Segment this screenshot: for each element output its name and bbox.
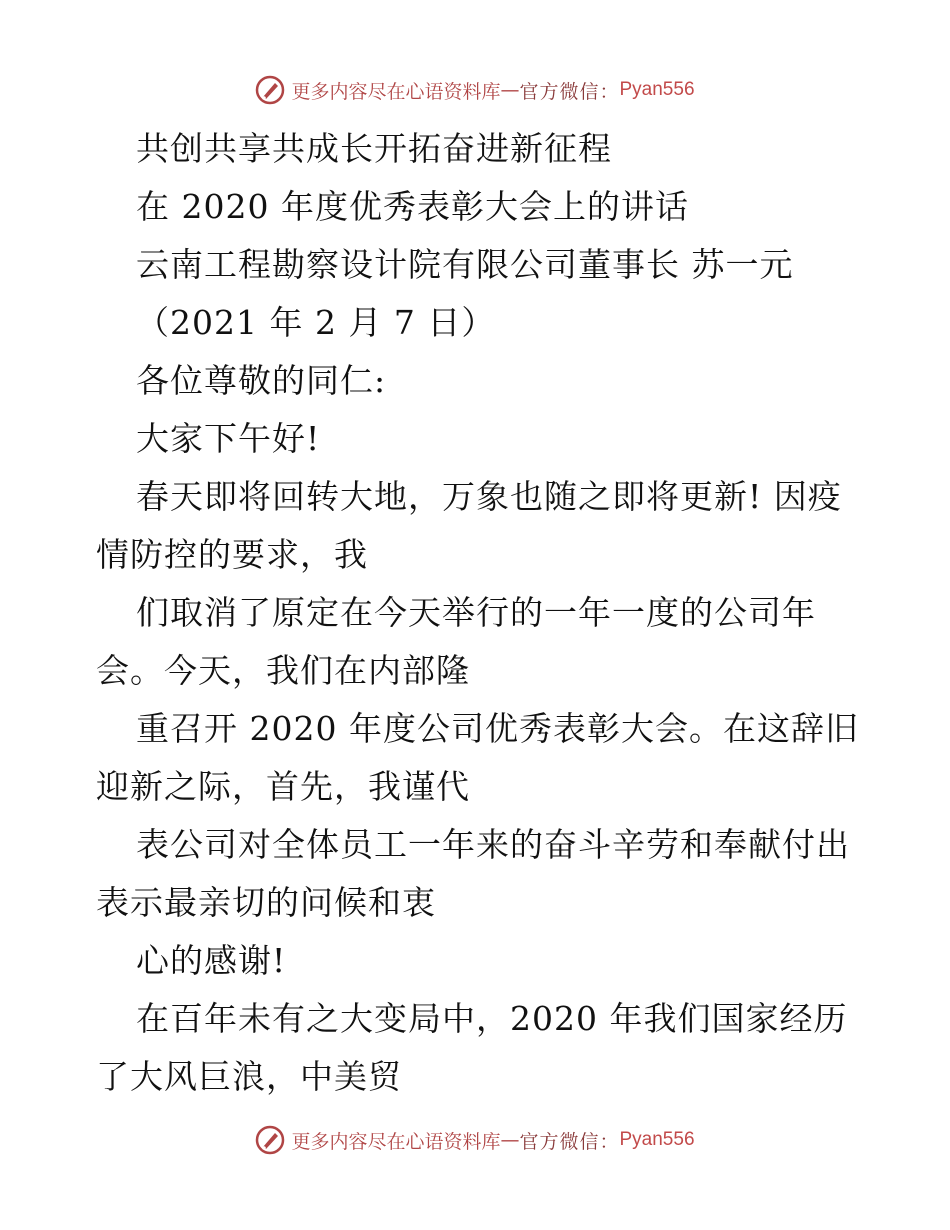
watermark-account: Pyan556 <box>619 1129 695 1150</box>
watermark-label: 官方微信： <box>519 1130 620 1153</box>
pen-logo-icon <box>255 1125 285 1155</box>
watermark-separator: — <box>500 79 520 101</box>
watermark-separator: — <box>500 1129 520 1151</box>
document-line: 各位尊敬的同仁: <box>136 361 387 400</box>
document-line: 情防控的要求，我 <box>96 535 368 574</box>
document-line: 表公司对全体员工一年来的奋斗辛劳和奉献付出 <box>136 825 850 864</box>
document-line: 迎新之际，首先，我谨代 <box>96 767 470 806</box>
document-line: 们取消了原定在今天举行的一年一度的公司年 <box>136 593 816 632</box>
footer-watermark <box>0 1120 950 1160</box>
watermark-site-text: 更多内容尽在心语资料库 <box>291 1130 501 1153</box>
pen-logo-icon <box>255 75 285 105</box>
header-watermark <box>0 70 950 110</box>
document-line: 表示最亲切的问候和衷 <box>96 883 436 922</box>
document-line: 心的感谢! <box>136 941 287 980</box>
document-body <box>96 120 886 1106</box>
watermark-account: Pyan556 <box>619 79 695 100</box>
document-line: （2021 年 2 月 7 日） <box>136 303 496 342</box>
document-line: 共创共享共成长开拓奋进新征程 <box>136 129 612 168</box>
document-line: 了大风巨浪，中美贸 <box>96 1057 402 1096</box>
document-line: 会。今天，我们在内部隆 <box>96 651 470 690</box>
document-line: 春天即将回转大地，万象也随之即将更新! 因疫 <box>136 477 842 516</box>
document-line: 在百年未有之大变局中，2020 年我们国家经历 <box>136 999 848 1038</box>
document-line: 重召开 2020 年度公司优秀表彰大会。在这辞旧 <box>136 709 859 748</box>
document-line: 大家下午好! <box>136 419 321 458</box>
document-line: 在 2020 年度优秀表彰大会上的讲话 <box>136 187 689 226</box>
document-line: 云南工程勘察设计院有限公司董事长 苏一元 <box>136 245 794 284</box>
watermark-label: 官方微信： <box>519 80 620 103</box>
watermark-site-text: 更多内容尽在心语资料库 <box>291 80 501 103</box>
